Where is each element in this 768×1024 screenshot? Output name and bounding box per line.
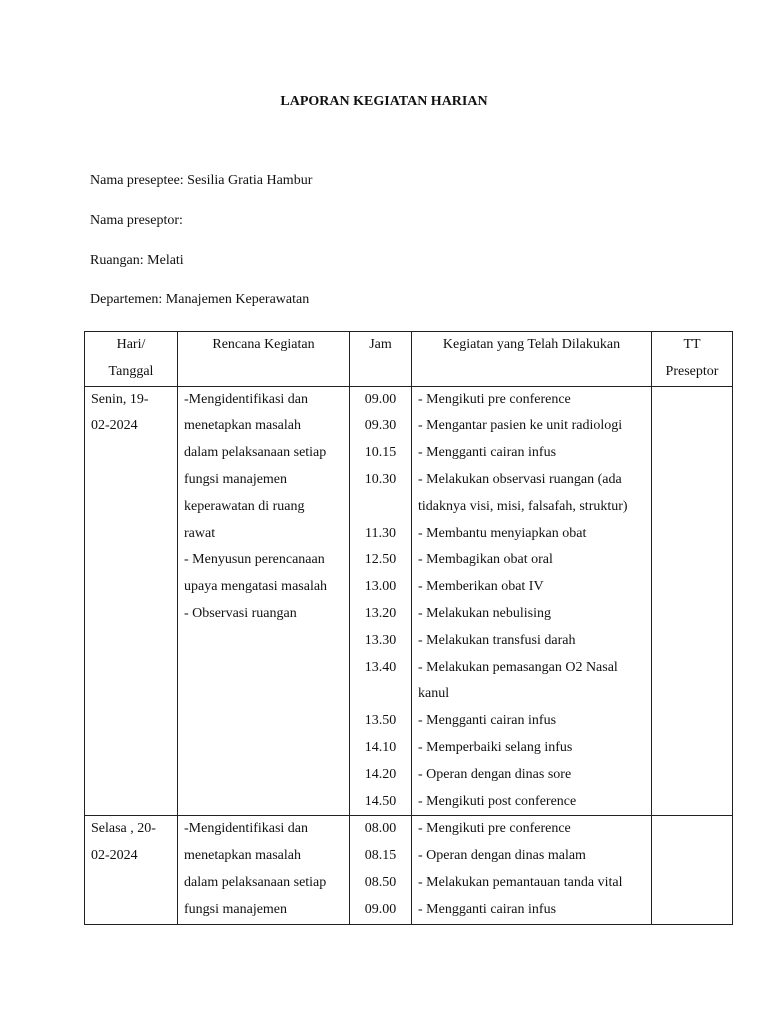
table-header-row bbox=[85, 332, 733, 387]
jam-line: 14.10 bbox=[364, 739, 397, 755]
rencana-line: menetapkan masalah bbox=[184, 418, 302, 434]
kegiatan-line: kanul bbox=[418, 686, 450, 702]
rencana-line: keperawatan di ruang bbox=[184, 498, 305, 514]
kegiatan-line: - Melakukan observasi ruangan (ada bbox=[418, 471, 622, 487]
jam-line: 09.30 bbox=[364, 418, 397, 434]
header-kegiatan: Kegiatan yang Telah Dilakukan bbox=[412, 332, 652, 387]
header-hari-tanggal bbox=[85, 332, 178, 387]
kegiatan-line: - Melakukan pemasangan O2 Nasal bbox=[418, 659, 618, 675]
cell-tt-preseptor bbox=[652, 816, 733, 924]
jam-line: 14.50 bbox=[364, 793, 397, 809]
cell-jam bbox=[350, 386, 412, 816]
rencana-line: rawat bbox=[184, 525, 216, 541]
cell-jam bbox=[350, 816, 412, 924]
kegiatan-line: - Membagikan obat oral bbox=[418, 552, 553, 568]
report-title: LAPORAN KEGIATAN HARIAN bbox=[280, 94, 488, 109]
table-row bbox=[85, 386, 733, 816]
jam-line: 12.50 bbox=[364, 552, 397, 568]
cell-hari-tanggal bbox=[85, 816, 178, 924]
rencana-line: - Observasi ruangan bbox=[184, 605, 297, 621]
preseptee-name: Nama preseptee: Sesilia Gratia Hambur bbox=[90, 173, 313, 188]
jam-line: 13.00 bbox=[364, 579, 397, 595]
rencana-line: fungsi manajemen bbox=[184, 901, 288, 917]
kegiatan-line: - Memberikan obat IV bbox=[418, 579, 544, 595]
kegiatan-line: - Mengikuti post conference bbox=[418, 793, 577, 809]
kegiatan-line: - Mengikuti pre conference bbox=[418, 821, 571, 837]
row-date: 02-2024 bbox=[91, 848, 138, 864]
rencana-line: -Mengidentifikasi dan bbox=[184, 391, 309, 407]
kegiatan-line: - Melakukan transfusi darah bbox=[418, 632, 576, 648]
department: Departemen: Manajemen Keperawatan bbox=[90, 292, 310, 307]
room: Ruangan: Melati bbox=[90, 253, 184, 268]
activity-table bbox=[84, 331, 733, 925]
jam-line bbox=[352, 494, 409, 521]
jam-line bbox=[352, 681, 409, 708]
header-tt: TT bbox=[683, 337, 701, 352]
jam-line: 08.50 bbox=[364, 874, 397, 890]
rencana-line: dalam pelaksanaan setiap bbox=[184, 874, 327, 890]
jam-line: 08.15 bbox=[364, 848, 397, 864]
rencana-line: - Menyusun perencanaan bbox=[184, 552, 325, 568]
header-rencana: Rencana Kegiatan bbox=[178, 332, 350, 387]
kegiatan-line: - Mengikuti pre conference bbox=[418, 391, 571, 407]
kegiatan-line: tidaknya visi, misi, falsafah, struktur) bbox=[418, 498, 628, 514]
jam-line: 09.00 bbox=[364, 391, 397, 407]
cell-rencana bbox=[178, 816, 350, 924]
header-preseptor: Preseptor bbox=[665, 363, 719, 379]
jam-line: 14.20 bbox=[364, 766, 397, 782]
header-hari: Hari/ bbox=[116, 337, 146, 352]
kegiatan-line: - Mengganti cairan infus bbox=[418, 445, 557, 461]
kegiatan-line: - Mengantar pasien ke unit radiologi bbox=[418, 418, 623, 434]
jam-line: 10.15 bbox=[364, 445, 397, 461]
row-day: Selasa , 20- bbox=[91, 821, 156, 837]
rencana-line: dalam pelaksanaan setiap bbox=[184, 445, 327, 461]
cell-tt-preseptor bbox=[652, 386, 733, 816]
kegiatan-line: - Membantu menyiapkan obat bbox=[418, 525, 587, 541]
cell-kegiatan bbox=[412, 816, 652, 924]
header-jam: Jam bbox=[350, 332, 412, 387]
kegiatan-line: - Melakukan pemantauan tanda vital bbox=[418, 874, 623, 890]
jam-line: 13.40 bbox=[364, 659, 397, 675]
rencana-line: fungsi manajemen bbox=[184, 471, 288, 487]
rencana-line: menetapkan masalah bbox=[184, 848, 302, 864]
jam-line: 11.30 bbox=[365, 525, 396, 541]
kegiatan-line: - Mengganti cairan infus bbox=[418, 901, 557, 917]
header-tanggal: Tanggal bbox=[108, 363, 154, 379]
jam-line: 10.30 bbox=[364, 471, 397, 487]
jam-line: 13.50 bbox=[364, 713, 397, 729]
rencana-line: upaya mengatasi masalah bbox=[184, 579, 328, 595]
cell-rencana bbox=[178, 386, 350, 816]
jam-line: 13.30 bbox=[364, 632, 397, 648]
preseptor-name: Nama preseptor: bbox=[90, 213, 183, 228]
jam-line: 13.20 bbox=[364, 605, 397, 621]
kegiatan-line: - Memperbaiki selang infus bbox=[418, 739, 573, 755]
row-date: 02-2024 bbox=[91, 418, 138, 434]
cell-kegiatan bbox=[412, 386, 652, 816]
cell-hari-tanggal bbox=[85, 386, 178, 816]
jam-line: 09.00 bbox=[364, 901, 397, 917]
kegiatan-line: - Operan dengan dinas sore bbox=[418, 766, 572, 782]
kegiatan-line: - Melakukan nebulising bbox=[418, 605, 551, 621]
kegiatan-line: - Mengganti cairan infus bbox=[418, 713, 557, 729]
header-tt-preseptor bbox=[652, 332, 733, 387]
table-row bbox=[85, 816, 733, 924]
kegiatan-line: - Operan dengan dinas malam bbox=[418, 848, 586, 864]
rencana-line: -Mengidentifikasi dan bbox=[184, 821, 309, 837]
row-day: Senin, 19- bbox=[91, 391, 149, 407]
jam-line: 08.00 bbox=[364, 821, 397, 837]
